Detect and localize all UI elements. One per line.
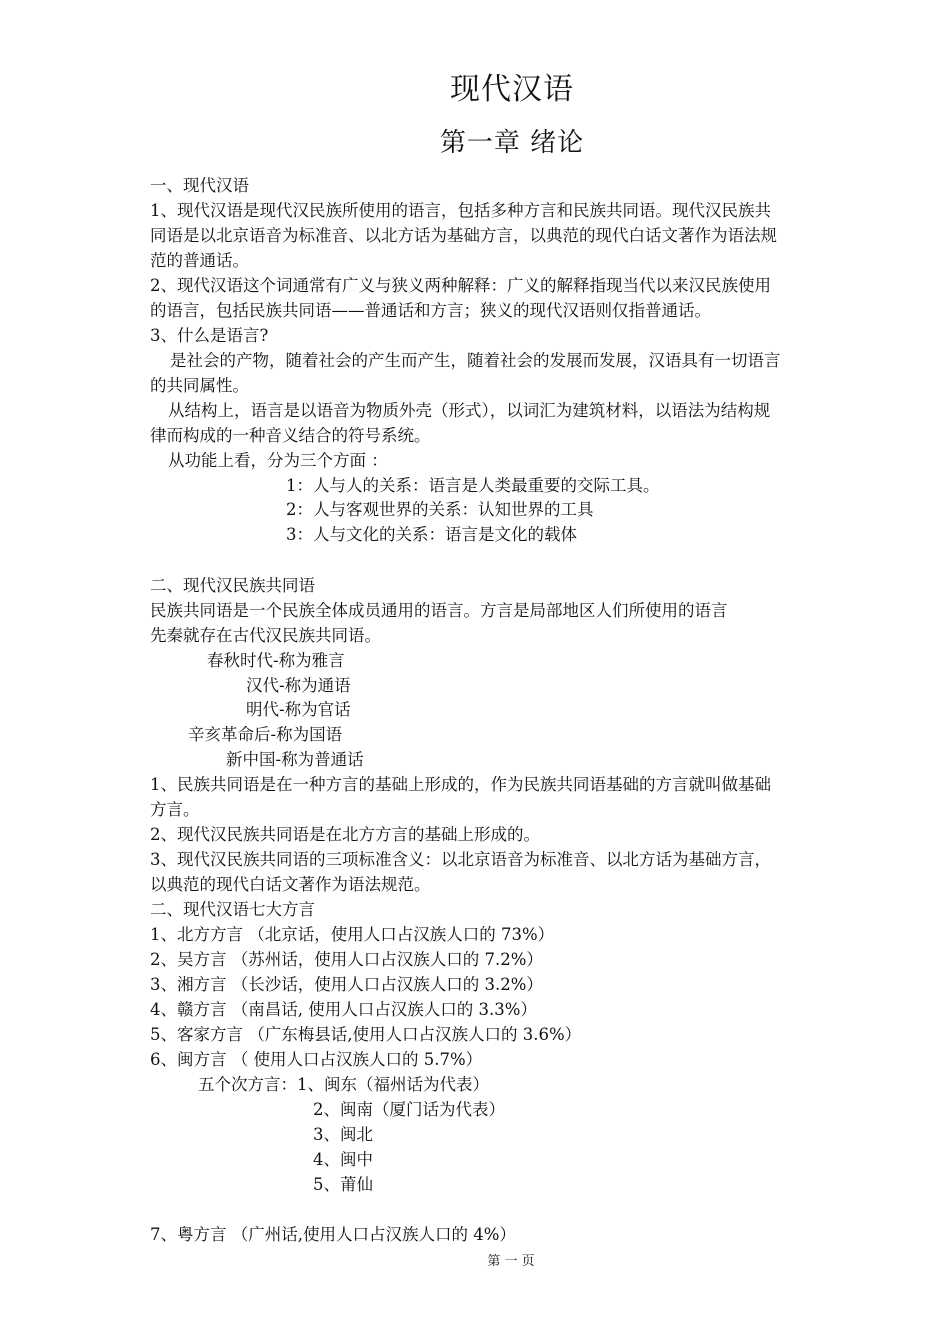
body-line: 方言。 <box>150 800 200 819</box>
section-heading: 一、现代汉语 <box>150 176 249 195</box>
body-line: 先秦就存在古代汉民族共同语。 <box>150 626 381 645</box>
body-line: 范的普通话。 <box>150 251 249 270</box>
list-item: 1：人与人的关系：语言是人类最重要的交际工具。 <box>286 476 660 495</box>
sub-dialect-item: 5、莆仙 <box>313 1175 373 1194</box>
list-item: 2：人与客观世界的关系：认知世界的工具 <box>286 500 594 519</box>
section-heading: 二、现代汉民族共同语 <box>150 576 315 595</box>
body-line: 是社会的产物，随着社会的产生而产生，随着社会的发展而发展，汉语具有一切语言 <box>170 351 781 370</box>
body-line: 从功能上看，分为三个方面 ： <box>168 451 388 470</box>
body-line: 2、现代汉语这个词通常有广义与狭义两种解释：广义的解释指现当代以来汉民族使用 <box>150 276 771 295</box>
sub-dialect-item: 五个次方言：1、闽东（福州话为代表） <box>198 1075 489 1094</box>
sub-dialect-item: 4、闽中 <box>313 1150 373 1169</box>
body-line: 1、民族共同语是在一种方言的基础上形成的，作为民族共同语基础的方言就叫做基础 <box>150 775 771 794</box>
dialect-item: 7、粤方言 （广州话,使用人口占汉族人口的 4%） <box>150 1225 516 1244</box>
dialect-item: 2、吴方言 （苏州话，使用人口占汉族人口的 7.2%） <box>150 950 543 969</box>
body-line: 2、现代汉民族共同语是在北方方言的基础上形成的。 <box>150 825 540 844</box>
sub-dialect-item: 3、闽北 <box>313 1125 373 1144</box>
list-item: 3：人与文化的关系：语言是文化的载体 <box>286 525 577 544</box>
body-line: 的语言，包括民族共同语——普通话和方言；狭义的现代汉语则仅指普通话。 <box>150 301 711 320</box>
list-item: 新中国-称为普通话 <box>226 750 364 769</box>
body-line: 以典范的现代白话文著作为语法规范。 <box>150 875 431 894</box>
body-line: 同语是以北京语音为标准音、以北方话为基础方言，以典范的现代白话文著作为语法规 <box>150 226 777 245</box>
list-item: 明代-称为官话 <box>246 700 351 719</box>
body-line: 民族共同语是一个民族全体成员通用的语言。方言是局部地区人们所使用的语言 <box>150 601 728 620</box>
section-heading: 二、现代汉语七大方言 <box>150 900 315 919</box>
list-item: 春秋时代-称为雅言 <box>207 651 345 670</box>
dialect-item: 6、闽方言 （ 使用人口占汉族人口的 5.7%） <box>150 1050 483 1069</box>
body-line: 3、什么是语言? <box>150 326 269 345</box>
sub-dialect-item: 2、闽南（厦门话为代表） <box>313 1100 505 1119</box>
dialect-item: 1、北方方言 （北京话，使用人口占汉族人口的 73%） <box>150 925 555 944</box>
body-line: 的共同属性。 <box>150 376 249 395</box>
dialect-item: 5、客家方言 （广东梅县话,使用人口占汉族人口的 3.6%） <box>150 1025 582 1044</box>
body-line: 律而构成的一种音义结合的符号系统。 <box>150 426 431 445</box>
body-line: 从结构上，语言是以语音为物质外壳（形式），以词汇为建筑材料，以语法为结构规 <box>168 401 771 420</box>
document-title: 现代汉语 <box>450 72 574 107</box>
page-number: 第 一 页 <box>487 1254 535 1269</box>
list-item: 汉代-称为通语 <box>246 676 351 695</box>
body-line: 3、现代汉民族共同语的三项标准含义：以北京语音为标准音、以北方话为基础方言， <box>150 850 771 869</box>
dialect-item: 3、湘方言 （长沙话，使用人口占汉族人口的 3.2%） <box>150 975 543 994</box>
dialect-item: 4、赣方言 （南昌话, 使用人口占汉族人口的 3.3%） <box>150 1000 537 1019</box>
chapter-heading: 第一章 绪论 <box>439 128 585 158</box>
body-line: 1、现代汉语是现代汉民族所使用的语言，包括多种方言和民族共同语。现代汉民族共 <box>150 201 771 220</box>
list-item: 辛亥革命后-称为国语 <box>188 725 343 744</box>
